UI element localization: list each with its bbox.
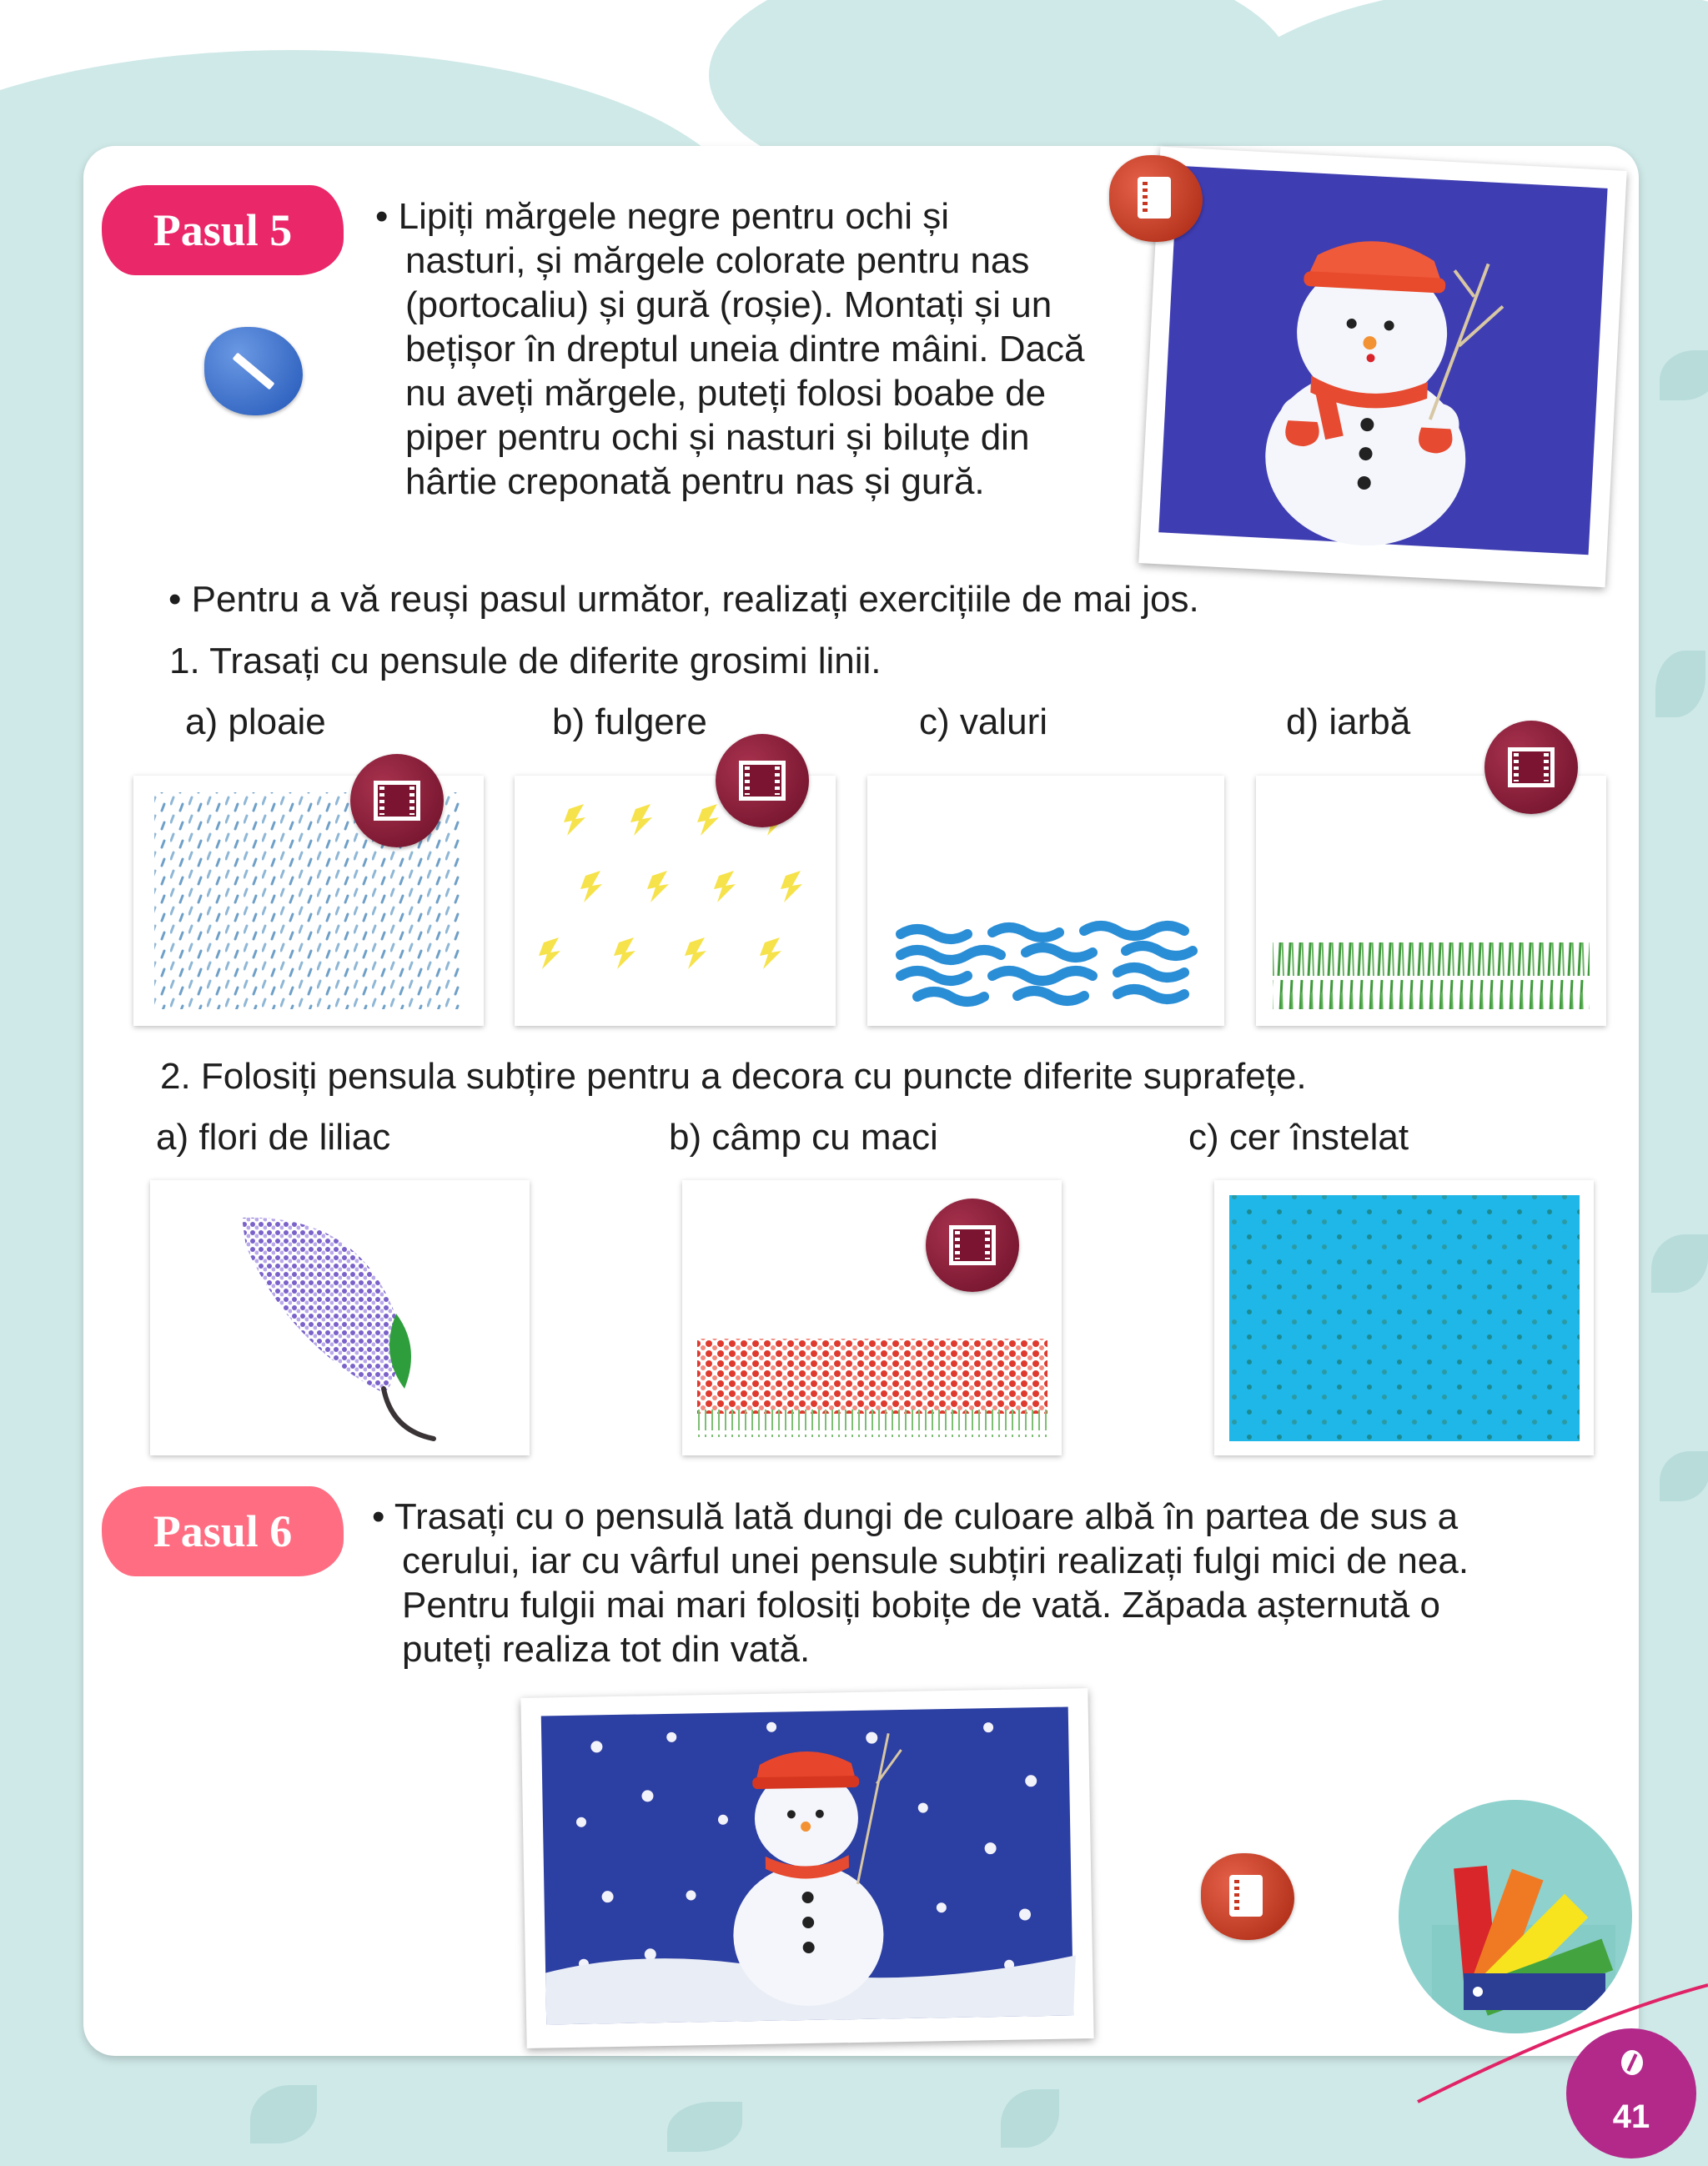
video-film-icon[interactable] bbox=[1484, 721, 1578, 814]
step5-line: hârtie creponată pentru nas și gură. bbox=[405, 461, 985, 502]
exercise2-label-lilac: a) flori de liliac bbox=[156, 1117, 391, 1158]
palette-fan bbox=[1399, 1800, 1632, 2033]
video-film-icon[interactable] bbox=[716, 734, 809, 827]
step6-instructions bbox=[372, 1495, 1570, 1671]
snowman-night-image bbox=[520, 1688, 1093, 2048]
waves-sample bbox=[867, 776, 1224, 1026]
step6-line: cerului, iar cu vârful unei pensule subțiri realizați fulgi mici de nea. bbox=[402, 1540, 1469, 1581]
step6-line: • Trasați cu o pensulă lată dungi de culoare albă în partea de sus a bbox=[372, 1496, 1459, 1537]
exercise2-label-starry-sky: c) cer înstelat bbox=[1188, 1117, 1409, 1158]
starry-sky bbox=[1214, 1180, 1594, 1455]
audio-document-icon[interactable] bbox=[1201, 1853, 1294, 1940]
exercise1-label-rain: a) ploaie bbox=[185, 701, 326, 742]
video-film-icon[interactable] bbox=[926, 1199, 1019, 1292]
pen-nib-icon bbox=[1621, 2050, 1643, 2075]
step6-line: Pentru fulgii mai mari folosiți bobițe de vată. Zăpada așternută o bbox=[402, 1585, 1440, 1626]
step5-line: bețișor în dreptul uneia dintre mâini. Dacă bbox=[405, 329, 1085, 369]
video-film-icon[interactable] bbox=[350, 754, 444, 847]
lilac-flower bbox=[150, 1180, 530, 1455]
exercise1-label-grass: d) iarbă bbox=[1286, 701, 1411, 742]
step5-line: nasturi, și mărgele colorate pentru nas bbox=[405, 240, 1030, 281]
grass-strokes bbox=[1256, 776, 1606, 1026]
audio-document-icon[interactable] bbox=[1109, 155, 1203, 242]
snowman-photo bbox=[1138, 147, 1626, 588]
step5-badge: Pasul 5 bbox=[102, 185, 344, 275]
lilac-sample bbox=[150, 1180, 530, 1455]
step6-line: puteți realiza tot din vată. bbox=[402, 1629, 811, 1670]
snowman-night-photo bbox=[520, 1688, 1093, 2048]
snowman-image bbox=[1138, 147, 1626, 588]
starry-sky-sample bbox=[1214, 1180, 1594, 1455]
exercise1-label-waves: c) valuri bbox=[919, 701, 1048, 742]
exercise1-title: 1. Trasați cu pensule de diferite grosimi linii. bbox=[169, 641, 882, 681]
wave-strokes bbox=[867, 776, 1224, 1026]
exercise2-title: 2. Folosiți pensula subțire pentru a decora cu puncte diferite suprafețe. bbox=[160, 1056, 1307, 1097]
grass-sample bbox=[1256, 776, 1606, 1026]
step6-badge: Pasul 6 bbox=[102, 1486, 344, 1576]
exercise1-label-lightning: b) fulgere bbox=[552, 701, 707, 742]
intro-line: • Pentru a vă reuși pasul următor, realizați exercițiile de mai jos. bbox=[168, 579, 1199, 620]
page-number: 41 bbox=[1612, 2098, 1650, 2135]
step5-line: nu aveți mărgele, puteți folosi boabe de bbox=[405, 373, 1047, 414]
page-number-badge bbox=[1566, 2028, 1696, 2158]
step5-line: piper pentru ochi și nasturi și biluțe din bbox=[405, 417, 1030, 458]
exercise2-label-poppies: b) câmp cu maci bbox=[669, 1117, 938, 1158]
step5-line: • Lipiți mărgele negre pentru ochi și bbox=[375, 196, 949, 237]
step5-line: (portocaliu) și gură (roșie). Montați și un bbox=[405, 284, 1052, 325]
step5-instructions bbox=[375, 194, 1139, 504]
color-palette-icon bbox=[1399, 1800, 1632, 2033]
